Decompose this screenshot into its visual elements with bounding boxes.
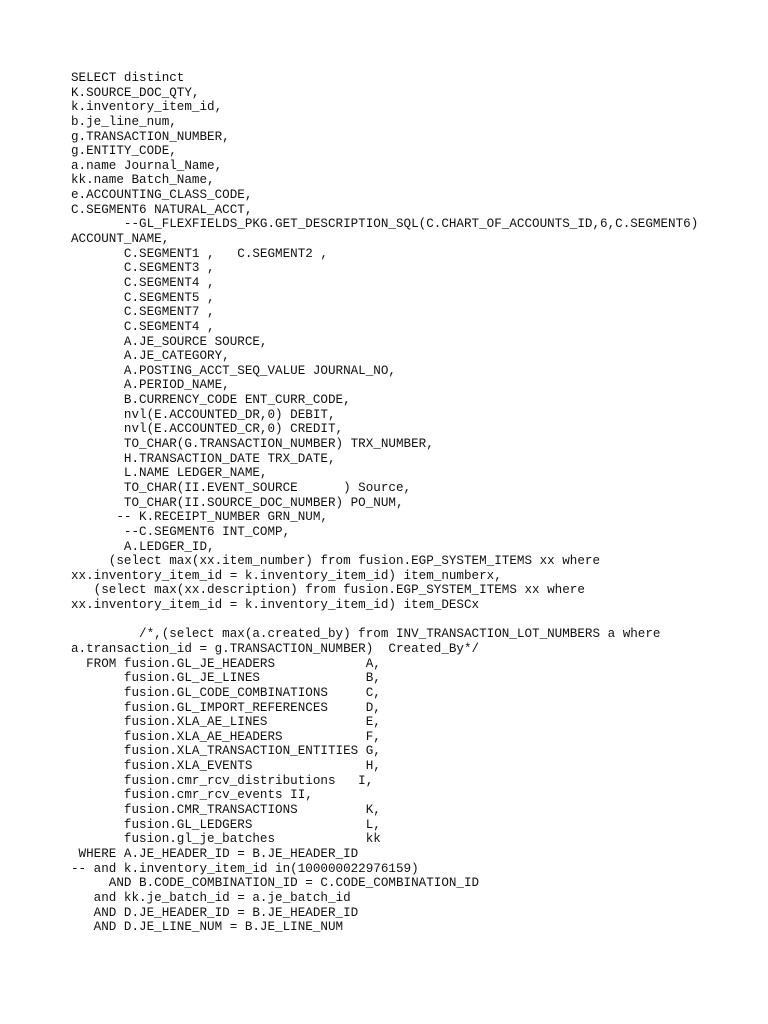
code-line: (select max(xx.description) from fusion.EGP_SYSTEM_ITEMS xx where <box>71 583 585 598</box>
code-line: fusion.GL_CODE_COMBINATIONS C, <box>71 685 381 700</box>
code-line: K.SOURCE_DOC_QTY, <box>71 85 200 100</box>
code-line: C.SEGMENT5 , <box>71 290 215 305</box>
code-line: C.SEGMENT3 , <box>71 261 215 276</box>
code-line <box>71 613 698 628</box>
code-line: (select max(xx.item_number) from fusion.EGP_SYSTEM_ITEMS xx where <box>71 554 601 569</box>
code-line: A.JE_SOURCE SOURCE, <box>71 334 268 349</box>
code-line: fusion.CMR_TRANSACTIONS K, <box>71 803 381 818</box>
code-line: AND D.JE_HEADER_ID = B.JE_HEADER_ID <box>71 905 359 920</box>
code-line: g.ENTITY_CODE, <box>71 144 177 159</box>
code-line: TO_CHAR(II.SOURCE_DOC_NUMBER) PO_NUM, <box>71 495 404 510</box>
code-line: FROM fusion.GL_JE_HEADERS A, <box>71 656 381 671</box>
code-line: fusion.XLA_AE_LINES E, <box>71 715 381 730</box>
code-line: fusion.GL_LEDGERS L, <box>71 817 381 832</box>
code-line: nvl(E.ACCOUNTED_CR,0) CREDIT, <box>71 422 344 437</box>
code-line: WHERE A.JE_HEADER_ID = B.JE_HEADER_ID <box>71 846 359 861</box>
code-line: --C.SEGMENT6 INT_COMP, <box>71 524 291 539</box>
code-line: -- K.RECEIPT_NUMBER GRN_NUM, <box>71 510 328 525</box>
code-line: AND D.JE_LINE_NUM = B.JE_LINE_NUM <box>71 920 344 935</box>
code-line: A.POSTING_ACCT_SEQ_VALUE JOURNAL_NO, <box>71 363 396 378</box>
code-line: fusion.GL_IMPORT_REFERENCES D, <box>71 700 381 715</box>
code-line: C.SEGMENT4 , <box>71 319 215 334</box>
code-line: a.name Journal_Name, <box>71 158 223 173</box>
code-line: fusion.XLA_AE_HEADERS F, <box>71 729 381 744</box>
code-line: g.TRANSACTION_NUMBER, <box>71 129 230 144</box>
code-line: /*,(select max(a.created_by) from INV_TRANSACTION_LOT_NUMBERS a where <box>71 627 661 642</box>
code-line: A.JE_CATEGORY, <box>71 349 230 364</box>
code-line: a.transaction_id = g.TRANSACTION_NUMBER) Created_By*/ <box>71 641 480 656</box>
code-line: fusion.GL_JE_LINES B, <box>71 671 381 686</box>
code-line: TO_CHAR(G.TRANSACTION_NUMBER) TRX_NUMBER, <box>71 437 434 452</box>
code-line: k.inventory_item_id, <box>71 100 223 115</box>
sql-code-block <box>71 71 698 935</box>
code-line: and kk.je_batch_id = a.je_batch_id <box>71 890 351 905</box>
code-line: fusion.cmr_rcv_distributions I, <box>71 773 374 788</box>
code-line: ACCOUNT_NAME, <box>71 232 170 247</box>
code-line: C.SEGMENT1 , C.SEGMENT2 , <box>71 246 328 261</box>
code-line: TO_CHAR(II.EVENT_SOURCE ) Source, <box>71 480 412 495</box>
code-line: e.ACCOUNTING_CLASS_CODE, <box>71 188 253 203</box>
code-line: xx.inventory_item_id = k.inventory_item_id) item_numberx, <box>71 568 502 583</box>
code-line: C.SEGMENT6 NATURAL_ACCT, <box>71 202 253 217</box>
code-line: kk.name Batch_Name, <box>71 173 215 188</box>
code-line: -- and k.inventory_item_id in(100000022976159) <box>71 861 419 876</box>
code-line: fusion.XLA_TRANSACTION_ENTITIES G, <box>71 744 381 759</box>
code-line: C.SEGMENT7 , <box>71 305 215 320</box>
code-line: AND B.CODE_COMBINATION_ID = C.CODE_COMBINATION_ID <box>71 876 480 891</box>
code-line: nvl(E.ACCOUNTED_DR,0) DEBIT, <box>71 407 336 422</box>
code-line: b.je_line_num, <box>71 114 177 129</box>
code-line: fusion.gl_je_batches kk <box>71 832 381 847</box>
code-line: A.LEDGER_ID, <box>71 539 215 554</box>
code-line: B.CURRENCY_CODE ENT_CURR_CODE, <box>71 393 351 408</box>
code-line: H.TRANSACTION_DATE TRX_DATE, <box>71 451 336 466</box>
code-line: L.NAME LEDGER_NAME, <box>71 466 268 481</box>
code-line: C.SEGMENT4 , <box>71 275 215 290</box>
code-line: xx.inventory_item_id = k.inventory_item_id) item_DESCx <box>71 598 480 613</box>
code-line: fusion.XLA_EVENTS H, <box>71 759 381 774</box>
code-line: --GL_FLEXFIELDS_PKG.GET_DESCRIPTION_SQL(C.CHART_OF_ACCOUNTS_ID,6,C.SEGMENT6) <box>71 217 699 232</box>
code-line: A.PERIOD_NAME, <box>71 378 230 393</box>
code-line: fusion.cmr_rcv_events II, <box>71 788 313 803</box>
code-line: SELECT distinct <box>71 71 185 85</box>
